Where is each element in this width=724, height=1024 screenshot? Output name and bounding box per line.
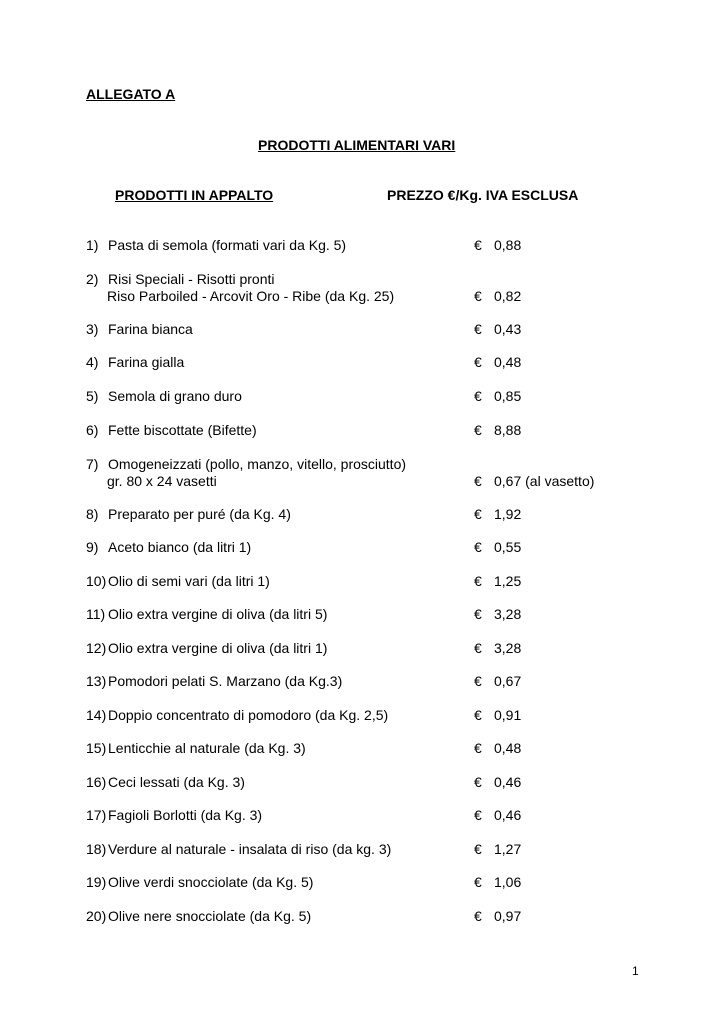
item-description: Verdure al naturale - insalata di riso (da kg. 3) [108, 841, 392, 857]
currency-symbol: € [474, 774, 482, 790]
item-price: 0,46 [494, 807, 522, 823]
currency-symbol: € [474, 388, 482, 404]
item-description: Olio extra vergine di oliva (da litri 1) [108, 640, 328, 656]
item-number: 20) [86, 908, 107, 924]
item-price: 0,48 [494, 354, 522, 370]
currency-symbol: € [474, 288, 482, 304]
currency-symbol: € [474, 606, 482, 622]
currency-symbol: € [474, 841, 482, 857]
item-description: Olio extra vergine di oliva (da litri 5) [108, 606, 328, 622]
annex-label: ALLEGATO A [86, 86, 176, 102]
item-description: Olio di semi vari (da litri 1) [108, 573, 270, 589]
currency-symbol: € [474, 673, 482, 689]
item-description: gr. 80 x 24 vasetti [107, 473, 217, 489]
item-description: Doppio concentrato di pomodoro (da Kg. 2,5) [108, 707, 389, 723]
item-number: 13) [86, 673, 107, 689]
item-description: Farina gialla [108, 354, 185, 370]
currency-symbol: € [474, 707, 482, 723]
item-price: 0,91 [494, 707, 522, 723]
item-number: 14) [86, 707, 107, 723]
item-price: 0,82 [494, 288, 522, 304]
item-price: 8,88 [494, 422, 522, 438]
item-number: 6) [86, 422, 99, 438]
currency-symbol: € [474, 321, 482, 337]
page-title: PRODOTTI ALIMENTARI VARI [258, 137, 456, 153]
item-number: 8) [86, 506, 99, 522]
currency-symbol: € [474, 473, 482, 489]
item-number: 5) [86, 388, 99, 404]
item-number: 7) [86, 456, 99, 472]
item-description: Preparato per puré (da Kg. 4) [108, 506, 291, 522]
item-description: Lenticchie al naturale (da Kg. 3) [108, 740, 306, 756]
item-number: 1) [86, 237, 99, 253]
item-number: 12) [86, 640, 107, 656]
item-price: 1,25 [494, 573, 522, 589]
item-description: Pasta di semola (formati vari da Kg. 5) [108, 237, 347, 253]
currency-symbol: € [474, 807, 482, 823]
item-number: 3) [86, 321, 99, 337]
column-header-products: PRODOTTI IN APPALTO [115, 187, 274, 203]
item-price: 0,97 [494, 908, 522, 924]
item-number: 16) [86, 774, 107, 790]
item-price: 1,06 [494, 874, 522, 890]
item-number: 2) [86, 271, 99, 287]
item-number: 10) [86, 573, 107, 589]
currency-symbol: € [474, 422, 482, 438]
currency-symbol: € [474, 874, 482, 890]
item-description: Risi Speciali - Risotti pronti [108, 271, 275, 287]
item-description: Fagioli Borlotti (da Kg. 3) [108, 807, 263, 823]
currency-symbol: € [474, 908, 482, 924]
item-price: 1,92 [494, 506, 522, 522]
item-number: 11) [86, 606, 106, 622]
item-description: Fette biscottate (Bifette) [108, 422, 257, 438]
item-number: 9) [86, 539, 99, 555]
item-price: 0,88 [494, 237, 522, 253]
currency-symbol: € [474, 539, 482, 555]
item-price: 3,28 [494, 606, 522, 622]
item-number: 17) [86, 807, 107, 823]
item-number: 15) [86, 740, 107, 756]
item-description: Pomodori pelati S. Marzano (da Kg.3) [108, 673, 343, 689]
currency-symbol: € [474, 354, 482, 370]
item-price: 0,67 (al vasetto) [494, 473, 595, 489]
item-price: 0,48 [494, 740, 522, 756]
item-description: Riso Parboiled - Arcovit Oro - Ribe (da Kg. 25) [107, 288, 395, 304]
item-number: 4) [86, 354, 99, 370]
currency-symbol: € [474, 740, 482, 756]
page-number: 1 [632, 964, 639, 978]
currency-symbol: € [474, 506, 482, 522]
item-price: 0,46 [494, 774, 522, 790]
item-description: Omogeneizzati (pollo, manzo, vitello, prosciutto) [108, 456, 407, 472]
item-description: Ceci lessati (da Kg. 3) [108, 774, 245, 790]
item-description: Farina bianca [108, 321, 193, 337]
column-header-price: PREZZO €/Kg. IVA ESCLUSA [387, 187, 579, 203]
item-number: 18) [86, 841, 107, 857]
item-price: 3,28 [494, 640, 522, 656]
item-number: 19) [86, 874, 107, 890]
item-description: Semola di grano duro [108, 388, 242, 404]
item-price: 0,67 [494, 673, 522, 689]
currency-symbol: € [474, 237, 482, 253]
item-description: Aceto bianco (da litri 1) [108, 539, 252, 555]
item-description: Olive nere snocciolate (da Kg. 5) [108, 908, 312, 924]
currency-symbol: € [474, 640, 482, 656]
item-description: Olive verdi snocciolate (da Kg. 5) [108, 874, 314, 890]
item-price: 0,85 [494, 388, 522, 404]
currency-symbol: € [474, 573, 482, 589]
item-price: 1,27 [494, 841, 522, 857]
item-price: 0,55 [494, 539, 522, 555]
item-price: 0,43 [494, 321, 522, 337]
